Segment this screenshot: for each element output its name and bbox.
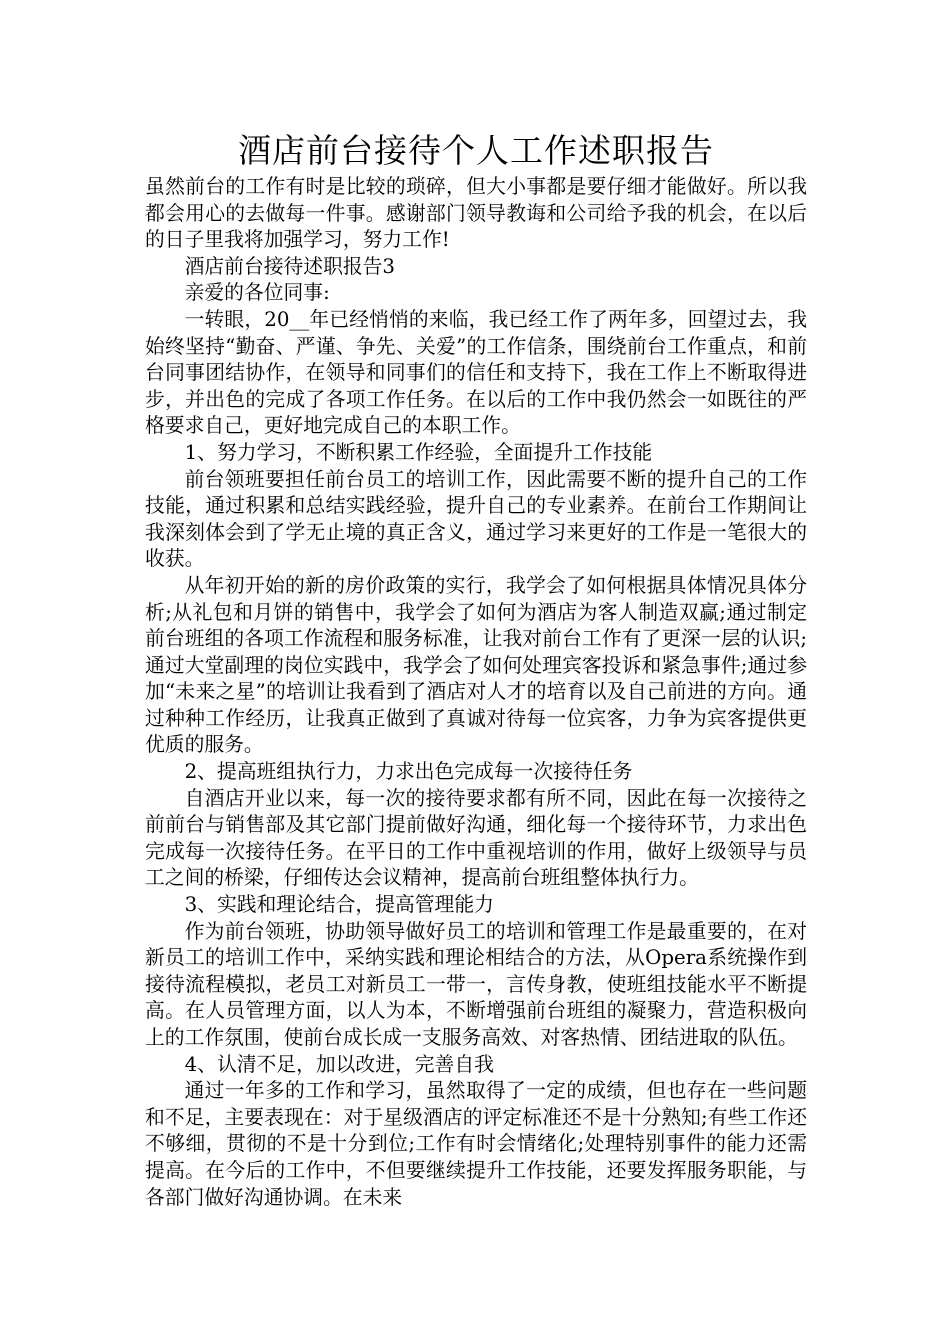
document-text <box>145 174 807 1211</box>
section-heading: 2、提高班组执行力，力求出色完成每一次接待任务 <box>184 760 633 784</box>
paragraph: 自酒店开业以来，每一次的接待要求都有所不同，因此在每一次接待之前前台与销售部及其它部门提前做好沟通，细化每一个接待环节，力求出色完成每一次接待任务。在平日的工作中重视培训的作用，做好上级领导与员工之间的桥梁，仔细传达会议精神，提高前台班组整体执行力。 <box>145 786 807 890</box>
paragraph: 通过一年多的工作和学习，虽然取得了一定的成绩，但也存在一些问题和不足，主要表现在：对于星级酒店的评定标准还不是十分熟知;有些工作还不够细，贯彻的不是十分到位;工作有时会情绪化;处理特别事件的能力还需提高。在今后的工作中，不但要继续提升工作技能，还要发挥服务职能，与各部门做好沟通协调。在未来 <box>145 1079 807 1209</box>
section-heading: 4、认清不足，加以改进，完善自我 <box>184 1052 494 1076</box>
section-heading: 1、努力学习，不断积累工作经验，全面提升工作技能 <box>184 440 653 464</box>
section-heading: 3、实践和理论结合，提高管理能力 <box>184 893 494 917</box>
section-heading: 酒店前台接待述职报告3 <box>184 254 395 278</box>
paragraph: 一转眼，20__年已经悄悄的来临，我已经工作了两年多，回望过去，我始终坚持“勤奋、严谨、争先、关爱”的工作信条，围绕前台工作重点，和前台同事团结协作，在领导和同事们的信任和支持下，我在工作上不断取得进步，并出色的完成了各项工作任务。在以后的工作中我仍然会一如既往的严格要求自己，更好地完成自己的本职工作。 <box>145 307 807 438</box>
paragraph: 作为前台领班，协助领导做好员工的培训和管理工作是最重要的，在对新员工的培训工作中，采纳实践和理论相结合的方法，从Opera系统操作到接待流程模拟，老员工对新员工一带一，言传身教，使班组技能水平不断提高。在人员管理方面，以人为本，不断增强前台班组的凝聚力，营造积极向上的工作氛围，使前台成长成一支服务高效、对客热情、团结进取的队伍。 <box>145 919 807 1049</box>
paragraph: 虽然前台的工作有时是比较的琐碎，但大小事都是要仔细才能做好。所以我都会用心的去做每一件事。感谢部门领导教诲和公司给予我的机会，在以后的日子里我将加强学习，努力工作! <box>145 175 807 252</box>
document-title: 酒店前台接待个人工作述职报告 <box>238 131 714 170</box>
paragraph: 从年初开始的新的房价政策的实行，我学会了如何根据具体情况具体分析;从礼包和月饼的销售中，我学会了如何为酒店为客人制造双赢;通过制定前台班组的各项工作流程和服务标准，让我对前台工作有了更深一层的认识;通过大堂副理的岗位实践中，我学会了如何处理宾客投诉和紧急事件;通过参加“未来之星”的培训让我看到了酒店对人才的培育以及自己前进的方向。通过种种工作经历，让我真正做到了真诚对待每一位宾客，力争为宾客提供更优质的服务。 <box>145 573 807 757</box>
document-body <box>145 128 807 1211</box>
paragraph: 前台领班要担任前台员工的培训工作，因此需要不断的提升自己的工作技能，通过积累和总结实践经验，提升自己的专业素养。在前台工作期间让我深刻体会到了学无止境的真正含义，通过学习来更好的工作是一笔很大的收获。 <box>145 467 807 571</box>
salutation: 亲爱的各位同事: <box>184 281 330 305</box>
